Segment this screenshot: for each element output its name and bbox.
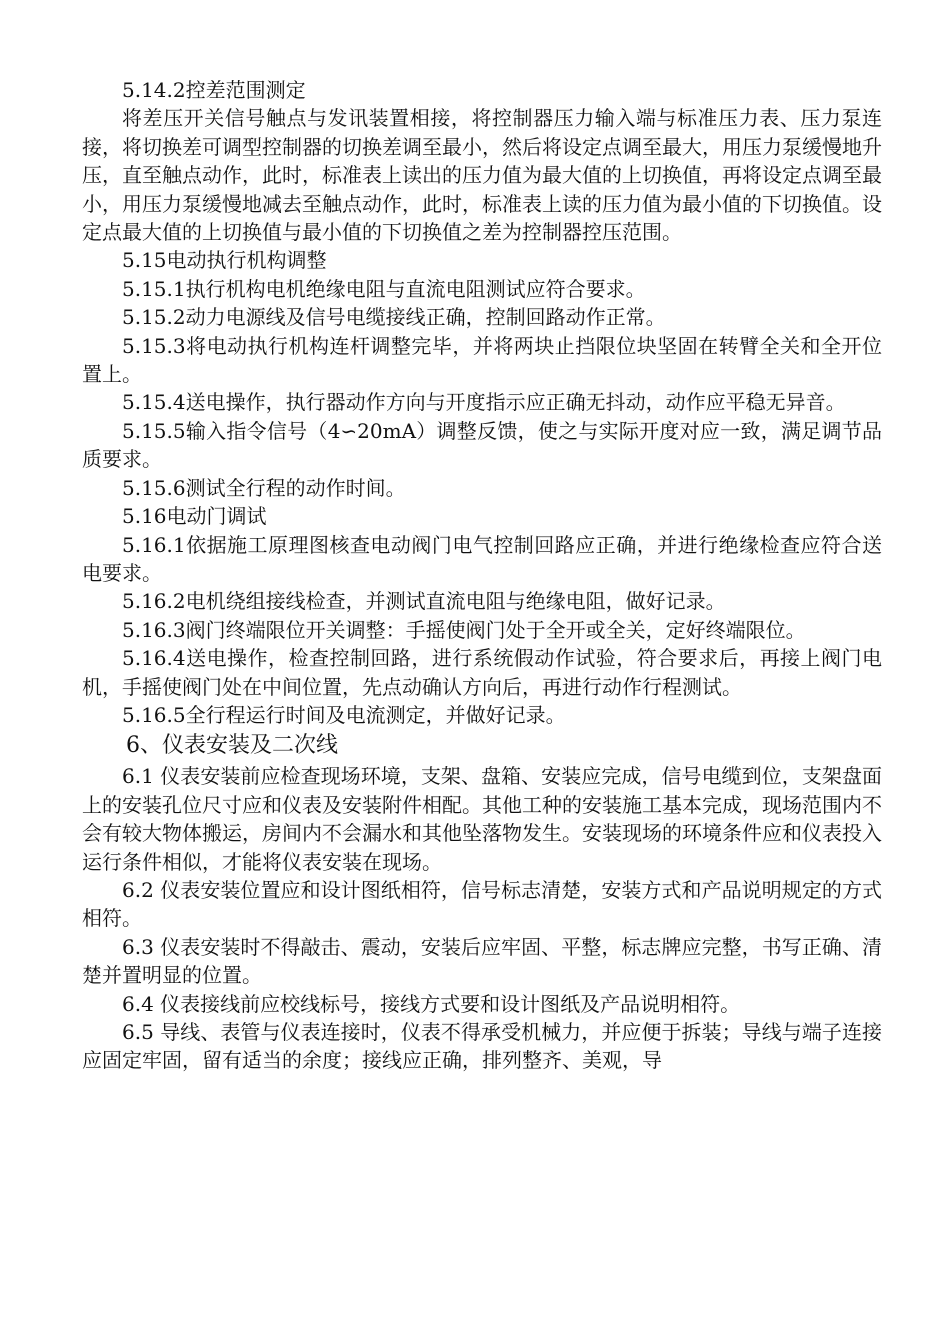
paragraph-5-15-5: 5.15.5输入指令信号（4∽20mA）调整反馈，使之与实际开度对应一致，满足调节品质要求。 — [82, 418, 882, 472]
paragraph-5-14-2-body: 将差压开关信号触点与发讯装置相接，将控制器压力输入端与标准压力表、压力泵连接，将切换差可调型控制器的切换差调至最小，然后将设定点调至最大，用压力泵缓慢地升压，直至触点动作，此时，标准表上读出的压力值为最大值的上切换值，再将设定点调至最小，用压力泵缓慢地减去至触点动作，此时，标准表上读的压力值为最小值的下切换值。设定点最大值的上切换值与最小值的下切换值之差为控制器控压范围。 — [82, 106, 882, 245]
paragraph-6-1: 6.1 仪表安装前应检查现场环境，支架、盘箱、安装应完成，信号电缆到位，支架盘面上的安装孔位尺寸应和仪表及安装附件相配。其他工种的安装施工基本完成，现场范围内不会有较大物体搬运，房间内不会漏水和其他坠落物发生。安装现场的环境条件应和仪表投入运行条件相似，才能将仪表安装在现场。 — [82, 764, 882, 874]
paragraph-6-4: 6.4 仪表接线前应校线标号，接线方式要和设计图纸及产品说明相符。 — [122, 991, 741, 1016]
subheading-5-15: 5.15电动执行机构调整 — [122, 248, 327, 273]
paragraph-6-5: 6.5 导线、表管与仪表连接时，仪表不得承受机械力，并应便于拆装；导线与端子连接应固定牢固，留有适当的余度；接线应正确，排列整齐、美观，导 — [82, 1020, 882, 1073]
paragraph-5-16-1: 5.16.1依据施工原理图核查电动阀门电气控制回路应正确，并进行绝缘检查应符合送电要求。 — [82, 532, 882, 585]
section-heading-6: 6、仪表安装及二次线 — [126, 733, 338, 759]
subheading-5-16: 5.16电动门调试 — [122, 504, 267, 529]
paragraph-5-15-2: 5.15.2动力电源线及信号电缆接线正确，控制回路动作正常。 — [122, 305, 666, 330]
paragraph-5-16-3: 5.16.3阀门终端限位开关调整：手摇使阀门处于全开或全关，定好终端限位。 — [122, 617, 806, 642]
paragraph-5-15-4: 5.15.4送电操作，执行器动作方向与开度指示应正确无抖动，动作应平稳无异音。 — [122, 390, 846, 415]
paragraph-5-16-5: 5.16.5全行程运行时间及电流测定，并做好记录。 — [122, 702, 566, 727]
paragraph-5-15-6: 5.15.6测试全行程的动作时间。 — [122, 475, 406, 500]
paragraph-6-2: 6.2 仪表安装位置应和设计图纸相符，信号标志清楚，安装方式和产品说明规定的方式相符。 — [82, 877, 882, 931]
paragraph-5-15-1: 5.15.1执行机构电机绝缘电阻与直流电阻测试应符合要求。 — [122, 276, 646, 301]
paragraph-5-16-4: 5.16.4送电操作，检查控制回路，进行系统假动作试验，符合要求后，再接上阀门电机，手摇使阀门处在中间位置，先点动确认方向后，再进行动作行程测试。 — [82, 646, 882, 699]
document-page — [82, 76, 882, 1075]
paragraph-5-16-2: 5.16.2电机绕组接线检查，并测试直流电阻与绝缘电阻，做好记录。 — [122, 589, 726, 614]
paragraph-5-15-3: 5.15.3将电动执行机构连杆调整完毕，并将两块止挡限位块坚固在转臂全关和全开位置上。 — [82, 333, 882, 387]
subheading-5-14-2: 5.14.2控差范围测定 — [122, 78, 306, 102]
paragraph-6-3: 6.3 仪表安装时不得敲击、震动，安装后应牢固、平整，标志牌应完整，书写正确、清楚并置明显的位置。 — [82, 934, 882, 988]
